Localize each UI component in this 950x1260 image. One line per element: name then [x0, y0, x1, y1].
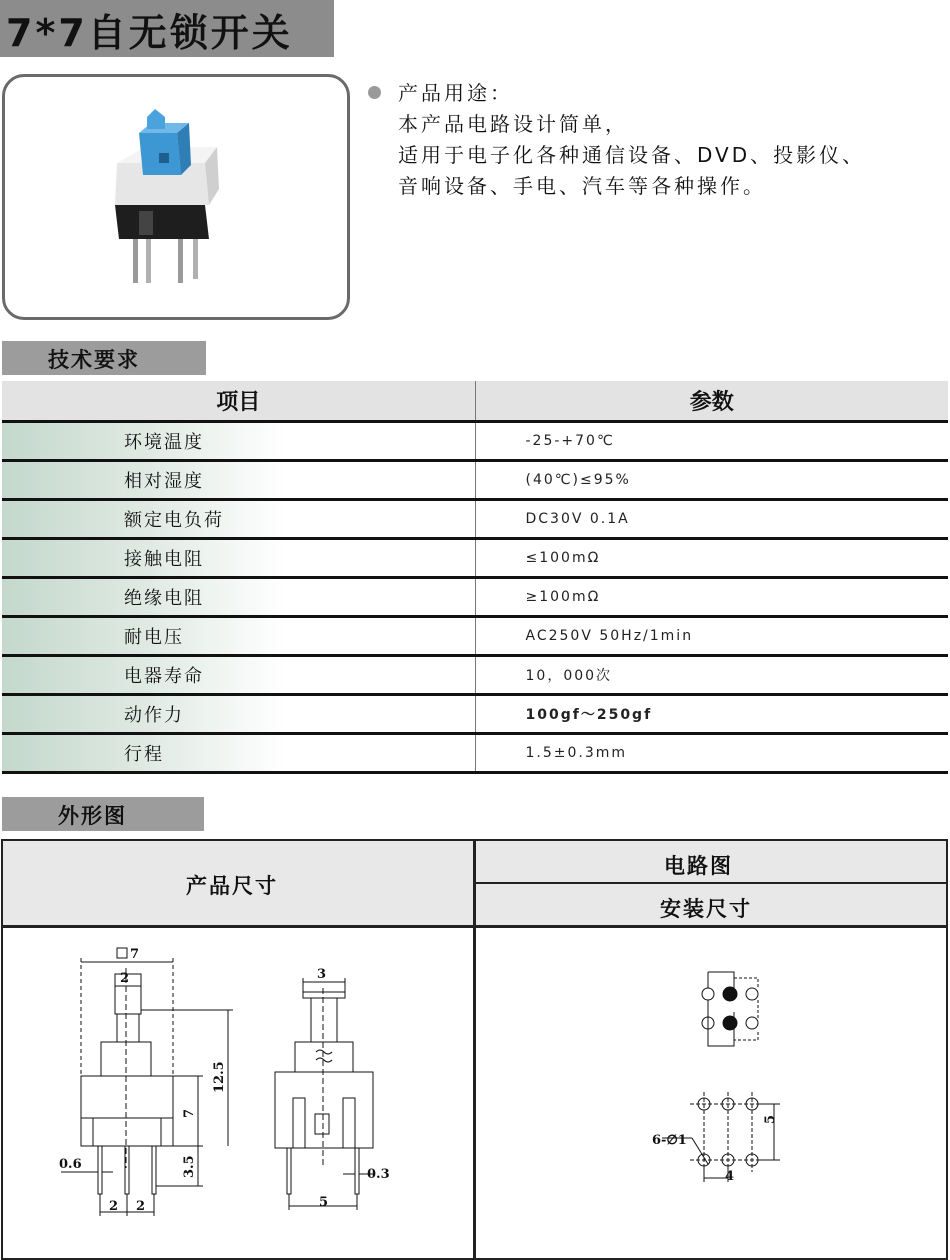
- dim-holes: 6-∅1: [652, 1133, 687, 1148]
- product-size-drawing: [3, 928, 473, 1258]
- row-item: 电器寿命: [2, 655, 475, 694]
- header-item: 项目: [2, 381, 475, 421]
- circuit-install-drawing: [476, 928, 946, 1258]
- dim-pitch-a: 2: [109, 1199, 119, 1214]
- push-button-switch-photo: [5, 77, 347, 317]
- row-item: 动作力: [2, 694, 475, 733]
- usage-bullet-icon: [368, 86, 381, 99]
- dim-side-width: 5: [319, 1195, 329, 1210]
- product-photo-frame: [2, 74, 350, 320]
- row-value: DC30V 0.1A: [475, 499, 948, 538]
- table-row: [2, 694, 948, 733]
- row-value: 10，000次: [475, 655, 948, 694]
- row-value: 1.5±0.3mm: [475, 733, 948, 772]
- row-value: AC250V 50Hz/1min: [475, 616, 948, 655]
- outline-section-title: 外形图: [58, 804, 127, 828]
- dim-side-pin: 0.3: [367, 1167, 390, 1182]
- header-param: 参数: [475, 381, 948, 421]
- table-row: [2, 460, 948, 499]
- table-row: [2, 577, 948, 616]
- row-value: ≤100mΩ: [475, 538, 948, 577]
- install-size-header: 安装尺寸: [660, 897, 752, 921]
- page-title: 7*7自无锁开关: [6, 11, 293, 55]
- dim-hole-vert: 5: [763, 1114, 778, 1124]
- row-item: 额定电负荷: [2, 499, 475, 538]
- row-item: 环境温度: [2, 421, 475, 460]
- table-row: [2, 733, 948, 772]
- table-row: [2, 616, 948, 655]
- row-item: 绝缘电阻: [2, 577, 475, 616]
- dim-height-total: 12.5: [212, 1061, 227, 1093]
- circuit-install-divider: [476, 882, 946, 884]
- usage-text: [398, 78, 865, 202]
- spec-table-header: [2, 381, 948, 421]
- row-value: -25-+70℃: [475, 421, 948, 460]
- table-row: [2, 538, 948, 577]
- dim-pin-length: 3.5: [182, 1155, 197, 1178]
- usage-heading: 产品用途：: [398, 81, 513, 105]
- table-row: [2, 655, 948, 694]
- spec-table: [2, 381, 948, 774]
- row-item: 相对湿度: [2, 460, 475, 499]
- product-size-header: 产品尺寸: [186, 874, 278, 898]
- table-row: [2, 499, 948, 538]
- usage-line: 本产品电路设计简单，: [398, 112, 628, 136]
- table-row: [2, 421, 948, 460]
- dim-pitch-b: 2: [136, 1199, 146, 1214]
- usage-line: 音响设备、手电、汽车等各种操作。: [398, 174, 766, 198]
- row-item: 接触电阻: [2, 538, 475, 577]
- row-value: (40℃)≤95%: [475, 460, 948, 499]
- dim-btn-width: 2: [120, 971, 130, 986]
- circuit-header: 电路图: [664, 854, 733, 878]
- dim-pin-width: 0.6: [59, 1157, 82, 1172]
- usage-line: 适用于电子化各种通信设备、DVD、投影仪、: [398, 143, 866, 167]
- row-value: 100gf～250gf: [475, 694, 948, 733]
- row-item: 行程: [2, 733, 475, 772]
- dim-square: 7: [130, 947, 140, 962]
- dim-body-height: 7: [182, 1108, 197, 1118]
- spec-section-title: 技术要求: [48, 348, 140, 372]
- row-value: ≥100mΩ: [475, 577, 948, 616]
- dim-side-top: 3: [317, 967, 327, 982]
- dim-hole-horiz: 4: [725, 1169, 735, 1184]
- row-item: 耐电压: [2, 616, 475, 655]
